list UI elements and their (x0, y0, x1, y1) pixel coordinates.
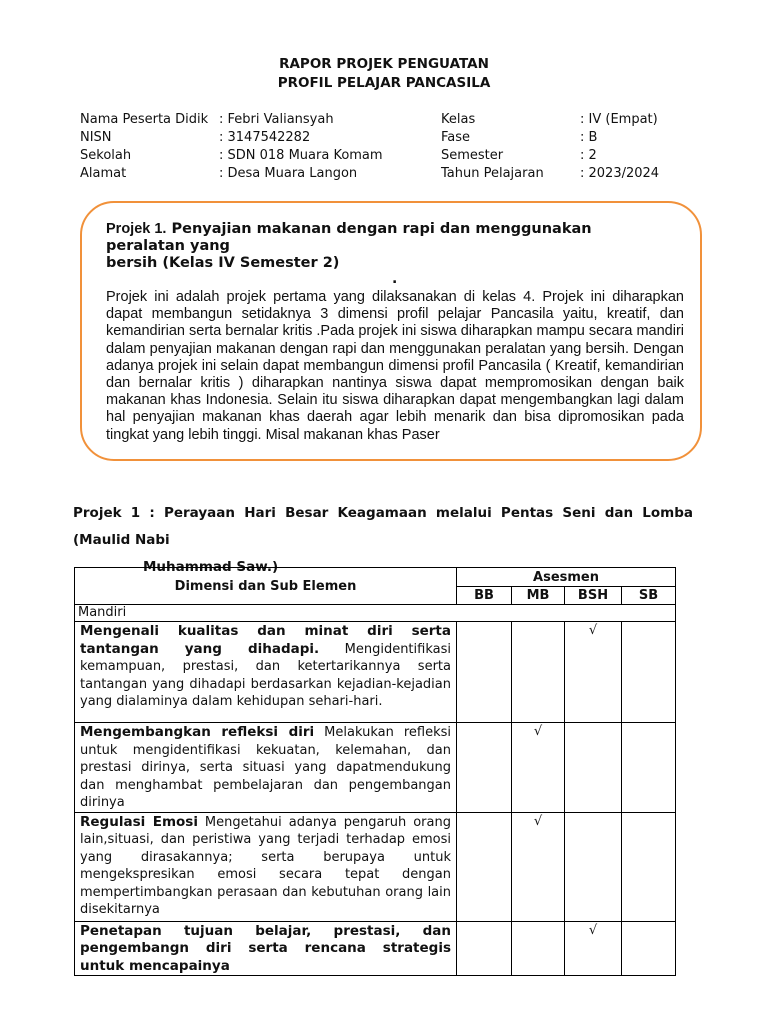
row-title: Regulasi Emosi (80, 813, 198, 830)
row-description (75, 812, 457, 921)
info-value: : Desa Muara Langon (219, 166, 358, 181)
mark-sb (622, 812, 676, 921)
info-row-address (80, 165, 383, 183)
header-bb: BB (457, 587, 512, 605)
mark-bsh: √ (565, 622, 622, 723)
mark-mb (512, 921, 565, 976)
table-row (75, 921, 676, 976)
group-label-mandiri: Mandiri (75, 605, 676, 622)
header-dimensi: Dimensi dan Sub Elemen (75, 568, 457, 605)
header-bsh: BSH (565, 587, 622, 605)
info-value: : 2 (580, 148, 597, 163)
row-title: Penetapan tujuan belajar, prestasi, dan pengembangn diri serta rencana strategis untuk mencapainya (80, 922, 451, 974)
callout-title-line1: Penyajian makanan dengan rapi dan menggunakan peralatan yang (106, 221, 592, 254)
header-asesmen: Asesmen (457, 568, 676, 587)
student-info-left (80, 111, 383, 183)
info-label: Sekolah (80, 148, 132, 163)
mark-sb (622, 622, 676, 723)
info-value: : IV (Empat) (580, 112, 658, 127)
assessment-table (74, 567, 676, 976)
row-text: Mengetahui adanya pengaruh orang lain,situasi, dan peristiwa yang terjadi terhadap emosi yang dirasakannya; serta berupaya untuk mengekspresikan emosi secara tepat dengan mempertimbangkan perasaan dan kebutuhan orang lain disekitarnya (80, 814, 451, 917)
mark-bb (457, 812, 512, 921)
header-sb: SB (622, 587, 676, 605)
info-label: Tahun Pelajaran (441, 166, 544, 181)
project-description-callout (80, 201, 702, 461)
mark-bb (457, 723, 512, 813)
mark-bb (457, 921, 512, 976)
row-title: Mengenali kualitas dan minat diri serta tantangan yang dihadapi. (80, 623, 451, 657)
table-row (75, 812, 676, 921)
mark-sb (622, 723, 676, 813)
info-label: Kelas (441, 112, 476, 127)
info-label: Nama Peserta Didik (80, 112, 209, 127)
info-value: : B (580, 130, 598, 145)
row-description (75, 921, 457, 976)
project-heading-line2: Muhammad Saw.) (143, 559, 279, 575)
mark-bsh (565, 723, 622, 813)
mark-mb: √ (512, 723, 565, 813)
info-value: : SDN 018 Muara Komam (219, 148, 383, 163)
mark-mb (512, 622, 565, 723)
info-row-phase (441, 129, 659, 147)
info-label: Fase (441, 130, 471, 145)
info-value: : Febri Valiansyah (219, 112, 334, 127)
info-label: Alamat (80, 166, 127, 181)
info-row-school (80, 147, 383, 165)
mark-sb (622, 921, 676, 976)
callout-dot: . (392, 271, 398, 287)
row-text: Mengidentifikasi kemampuan, prestasi, dan ketertarikannya serta tantangan yang dihadapi berdasarkan kejadian-kejadian yang dialaminya dalam kehidupan sehari-hari. (80, 641, 451, 709)
callout-title (106, 221, 666, 272)
info-label: Semester (441, 148, 504, 163)
mark-mb: √ (512, 812, 565, 921)
report-title-line2: PROFIL PELAJAR PANCASILA (277, 75, 491, 91)
info-value: : 2023/2024 (580, 166, 660, 181)
info-row-name (80, 111, 383, 129)
callout-title-prefix: Projek 1. (106, 221, 167, 237)
info-row-year (441, 165, 659, 183)
info-row-nisn (80, 129, 383, 147)
row-description (75, 622, 457, 723)
mark-bsh: √ (565, 921, 622, 976)
row-title: Mengembangkan refleksi diri (80, 724, 315, 740)
callout-title-line2: bersih (Kelas IV Semester 2) (106, 255, 340, 271)
callout-body: Projek ini adalah projek pertama yang dilaksanakan di kelas 4. Projek ini diharapkan dapat membangun setidaknya 3 dimensi profil pelajar Pancasila yaitu, kreatif, dan kemandirian serta bernalar kritis .Pada projek ini siswa diharapkan mampu secara mandiri dalam penyajian makanan dengan rapi dan menggunakan peralatan yang bersih. Dengan adanya projek ini selain dapat membangun dimensi profil Pancasila ( Kreatif, kemandirian dan bernalar kritis ) diharapkan nantinya siswa dapat mempromosikan dengan baik makanan khas Indonesia. Selain itu siswa diharapkan dapat mengembangkan lagi dalam hal penyajian makanan khas daerah agar lebih menarik dan bisa dipromosikan pada tingkat yang lebih tinggi. Misal makanan khas Paser (106, 289, 684, 443)
row-description (75, 723, 457, 813)
row-text: Melakukan refleksi untuk mengidentifikasi kekuatan, kelemahan, dan prestasi dirinya, serta situasi yang dapatmendukung dan menghambat pembelajaran dan pengembangan dirinya (80, 725, 451, 810)
table-row (75, 622, 676, 723)
mark-bb (457, 622, 512, 723)
mark-bsh (565, 812, 622, 921)
project-heading-line1: Projek 1 : Perayaan Hari Besar Keagamaan melalui Pentas Seni dan Lomba (Maulid Nabi (73, 505, 693, 548)
info-row-semester (441, 147, 659, 165)
info-value: : 3147542282 (219, 130, 311, 145)
info-label: NISN (80, 130, 112, 145)
report-title-line1: RAPOR PROJEK PENGUATAN (279, 56, 489, 72)
info-row-class (441, 111, 659, 129)
table-row (75, 723, 676, 813)
student-info-right (441, 111, 659, 183)
header-mb: MB (512, 587, 565, 605)
